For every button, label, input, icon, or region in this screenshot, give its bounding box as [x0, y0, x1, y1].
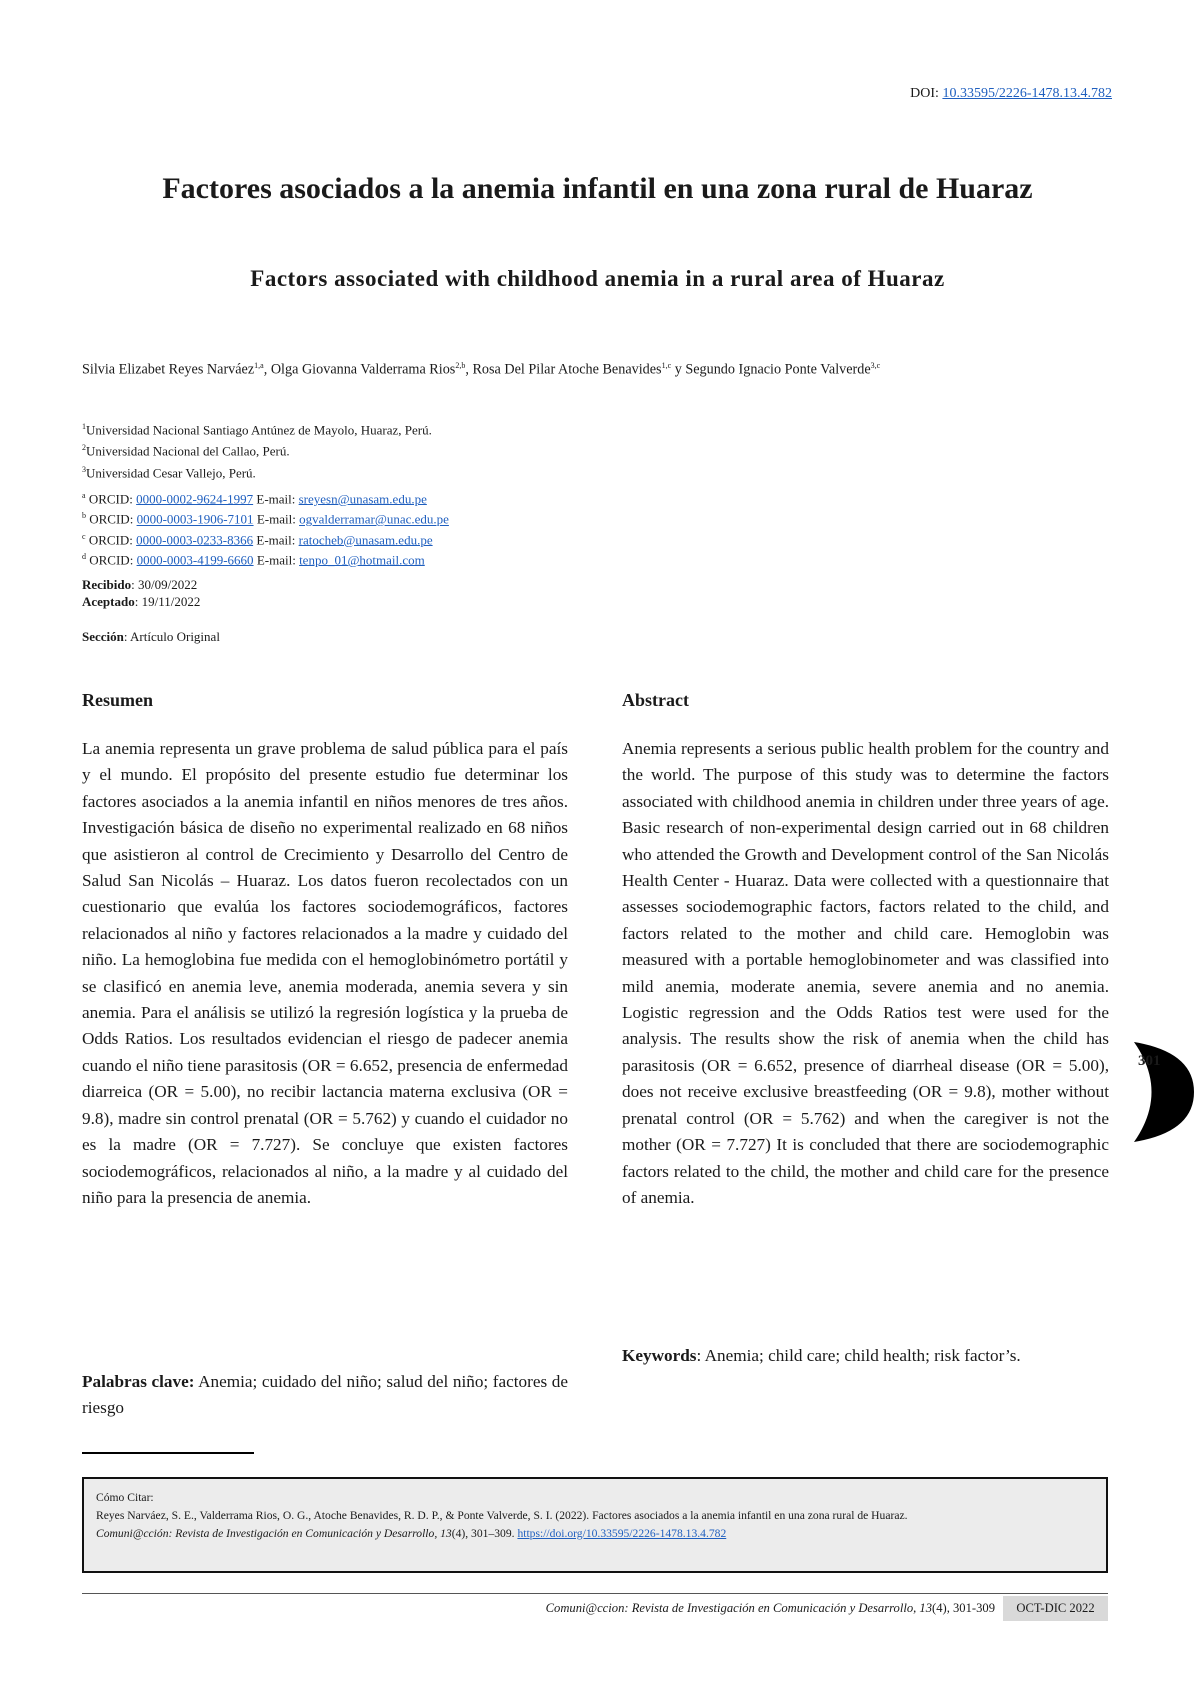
orcid-link[interactable]: 0000-0003-1906-7101: [136, 511, 254, 527]
orcid-row: $^c$ ORCID: 0000-0003-0233-8366 E-mail: ratocheb@unasam.edu.pe: [82, 531, 433, 547]
orcid-link[interactable]: 0000-0002-9624-1997: [136, 491, 254, 507]
orcid-list: [82, 487, 449, 568]
abstract-heading: Abstract: [622, 690, 689, 710]
title-spanish: Factores asociados a la anemia infantil en una zona rural de Huaraz: [162, 172, 1033, 205]
orcid-row: $^d$ ORCID: 0000-0003-4199-6660 E-mail: tenpo_01@hotmail.com: [82, 551, 425, 568]
orcid-row: $^b$ ORCID: 0000-0003-1906-7101 E-mail: ogvalderramar@unac.edu.pe: [82, 511, 449, 527]
citation-source: Comuni@cción: Revista de Investigación en Comunicación y Desarrollo, 13(4), 301–309. https://doi.org/10.33595/2226-1478.13.4.782: [96, 1527, 727, 1540]
author-sup: 3,c: [870, 361, 881, 370]
author-name: Rosa Del Pilar Atoche Benavides: [472, 361, 662, 378]
author-sup: 2,b: [455, 361, 466, 370]
author-sup: 1,c: [661, 361, 672, 370]
author-sup: 1,a: [254, 361, 264, 370]
accepted-date: Aceptado: 19/11/2022: [82, 594, 201, 609]
footnote-rule: [82, 1452, 254, 1454]
resumen-text: La anemia representa un grave problema de salud pública para el país y el mundo. El propósito del presente estudio fue determinar los factores asociados a la anemia infantil en niños menores de tres años. Investigación básica de diseño no experimental realizado en 68 niños que asistieron al control de Crecimiento y Desarrollo del Centro de Salud San Nicolás – Huaraz. Los datos fueron recolectados con un cuestionario que evalúa los factores sociodemográficos, factores relacionados al niño y factores relacionados a la madre y cuidado del niño. La hemoglobina fue medida con el hemoglobinómetro portátil y se clasificó en anemia leve, anemia moderada, anemia severa y sin anemia. Para el análisis se utilizó la regresión logística y la prueba de Odds Ratios. Los resultados evidencian el riesgo de padecer anemia cuando el niño tiene parasitosis (OR = 6.652, presencia de enfermedad diarreica (OR = 5.00), no recibir lactancia materna exclusiva (OR = 9.8), madre sin control prenatal (OR = 5.762) y cuando el cuidador no es la madre (OR = 7.727). Se concluye que existen factores sociodemográficos, relacionados al niño, a la madre y al cuidado del niño para la presencia de anemia.: [82, 739, 569, 1207]
doi-label: DOI:: [910, 86, 943, 101]
page-number: 301: [1138, 1053, 1161, 1069]
email-link[interactable]: ogvalderramar@unac.edu.pe: [299, 511, 449, 527]
resumen-heading: Resumen: [82, 690, 153, 710]
footer-rule: [82, 1593, 1108, 1594]
affiliation: $^2$Universidad Nacional del Callao, Perú.: [82, 443, 290, 459]
doi-link[interactable]: 10.33595/2226-1478.13.4.782: [942, 86, 1112, 101]
affiliation: $^1$Universidad Nacional Santiago Antúnez de Mayolo, Huaraz, Perú.: [82, 422, 432, 438]
citation-url[interactable]: https://doi.org/10.33595/2226-1478.13.4.782: [517, 1527, 727, 1540]
received-date: Recibido: 30/09/2022: [82, 577, 198, 592]
citation-box: [82, 1477, 1108, 1573]
author-name: Silvia Elizabet Reyes Narváez: [82, 361, 255, 378]
orcid-row: $^a$ ORCID: 0000-0002-9624-1997 E-mail: sreyesn@unasam.edu.pe: [82, 491, 427, 507]
abstract-text: Anemia represents a serious public health problem for the country and the world. The purpose of this study was to determine the factors associated with childhood anemia in children under three years of age. Basic research of non-experimental design carried out in 68 children who attended the Growth and Development control of the San Nicolás Health Center - Huaraz. Data were collected with a questionnaire that assesses sociodemographic factors, factors related to the child, and factors related to the mother and child care. Hemoglobin was measured with a portable hemoglobinometer and was classified into mild anemia, moderate anemia, severe anemia and no anemia. Logistic regression and the Odds Ratios test were used for the analysis. The results show the risk of anemia when the child has parasitosis (OR = 6.652, presence of diarrheal disease (OR = 5.00), does not receive exclusive breastfeeding (OR = 9.8), mother without prenatal control (OR = 5.762) and when the caregiver is not the mother (OR = 7.727) It is concluded that there are sociodemographic factors related to the child, the mother and child care for the presence of anemia.: [622, 739, 1109, 1207]
doi-line: [910, 86, 1112, 102]
author-name: Segundo Ignacio Ponte Valverde: [685, 361, 871, 378]
email-link[interactable]: sreyesn@unasam.edu.pe: [298, 491, 427, 507]
author-list: Silvia Elizabet Reyes Narváez$^{1,a}$, Olga Giovanna Valderrama Rios$^{2,b}$, Rosa Del Pilar Atoche Benavides$^{1,c}$ y Segundo Ignacio Ponte Valverde$^{3,c}$: [82, 361, 881, 378]
citation-label: Cómo Citar:: [96, 1491, 154, 1504]
orcid-link[interactable]: 0000-0003-0233-8366: [136, 531, 254, 547]
footer-journal: Comuni@ccion: Revista de Investigación en Comunicación y Desarrollo, 13(4), 301-309: [545, 1601, 995, 1615]
citation-text: Reyes Narváez, S. E., Valderrama Rios, O. G., Atoche Benavides, R. D. P., & Ponte Valverde, S. I. (2022). Factores asociados a la anemia infantil en una zona rural de Huaraz.: [96, 1509, 908, 1522]
abstract-keywords: Keywords: Anemia; child care; child health; risk factor’s.: [622, 1346, 1021, 1365]
section-info: Sección: Artículo Original: [82, 629, 220, 644]
footer-date: OCT-DIC 2022: [1003, 1596, 1108, 1621]
dates: [82, 576, 200, 610]
affiliation: $^3$Universidad Cesar Vallejo, Perú.: [82, 464, 256, 480]
email-link[interactable]: ratocheb@unasam.edu.pe: [298, 531, 433, 547]
orcid-link[interactable]: 0000-0003-4199-6660: [136, 552, 254, 568]
affiliations: [82, 418, 432, 482]
title-english: Factors associated with childhood anemia in a rural area of Huaraz: [250, 266, 945, 291]
author-name: Olga Giovanna Valderrama Rios: [270, 361, 456, 378]
resumen-keywords: Palabras clave: Anemia; cuidado del niño; salud del niño; factores de riesgo: [82, 1372, 568, 1418]
email-link[interactable]: tenpo_01@hotmail.com: [299, 552, 425, 568]
